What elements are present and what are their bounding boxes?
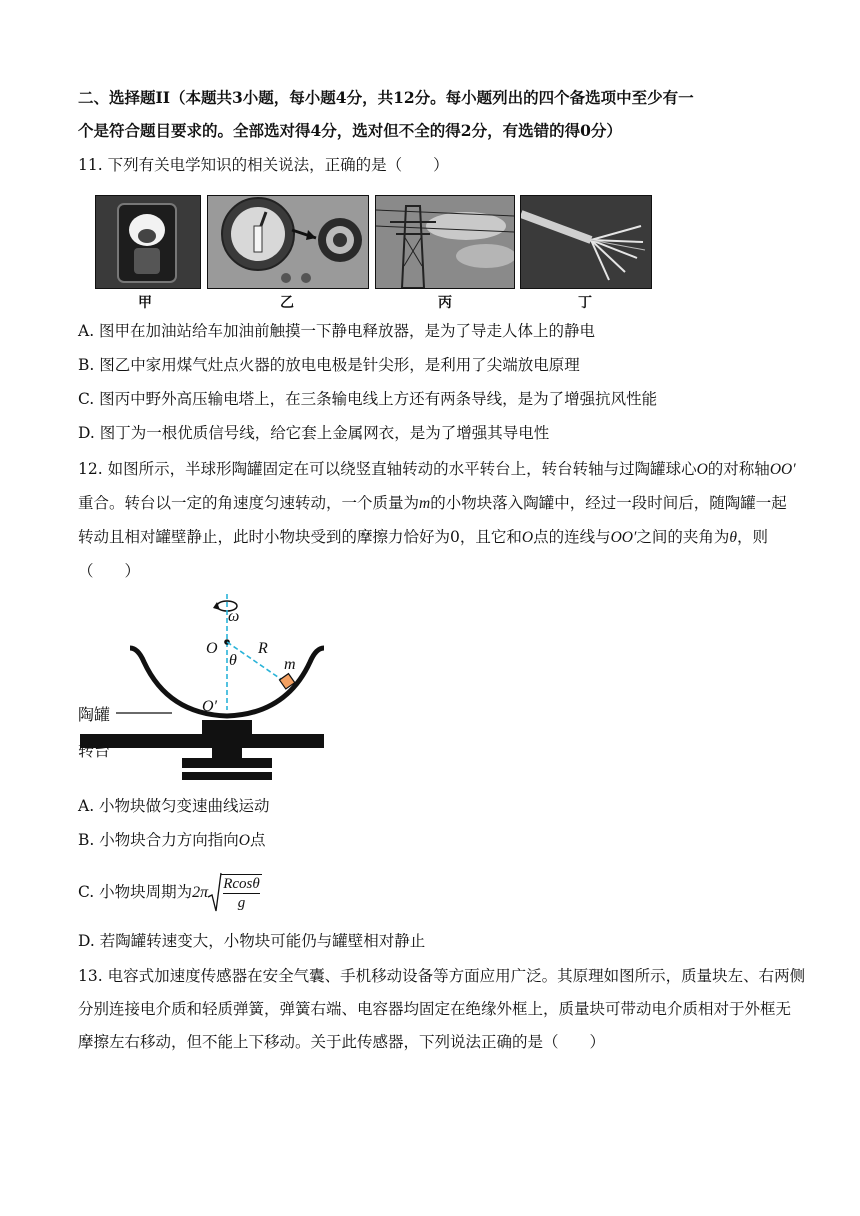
q11-option-c: C. 图丙中野外高压输电塔上，在三条输电线上方还有两条导线，是为了增强抗风性能 [78,390,658,408]
label-table: 转台 [78,741,111,760]
q13-stem-line3: 摩擦左右移动，但不能上下移动。关于此传感器，下列说法正确的是（ ） [78,1033,606,1051]
photo-bing-power-tower [375,195,515,289]
q11-option-b: B. 图乙中家用煤气灶点火器的放电电极是针尖形，是利用了尖端放电原理 [78,356,580,374]
label-o-prime: O′ [202,698,218,715]
sqrt-sign [208,871,222,915]
q12-stem-line4: （ ） [78,562,141,580]
photo-jia-static-discharger [95,195,201,289]
label-m: m [284,656,296,673]
q12-option-a: A. 小物块做匀变速曲线运动 [78,797,270,815]
label-theta: θ [229,652,237,669]
caption-yi: 乙 [280,295,294,311]
q12-stem-line2: 重合。转台以一定的角速度匀速转动，一个质量为m的小物块落入陶罐中，经过一段时间后，随陶罐一起 [78,494,787,512]
q13-stem-line2: 分别连接电介质和轻质弹簧，弹簧右端、电容器均固定在绝缘外框上，质量块可带动电介质相对于外框无 [78,1000,792,1018]
q12-option-b: B. 小物块合力方向指向O点 [78,831,266,849]
q13-stem-line1: 13. 电容式加速度传感器在安全气囊、手机移动设备等方面应用广泛。其原理如图所示，质量块左、右两侧 [78,967,806,985]
q12-option-d: D. 若陶罐转速变大，小物块可能仍与罐壁相对静止 [78,932,426,950]
caption-bing: 丙 [438,295,452,311]
label-o: O [206,640,218,657]
caption-jia: 甲 [138,295,152,311]
label-omega: ω [228,608,240,625]
q11-option-d: D. 图丁为一根优质信号线，给它套上金属网衣，是为了增强其导电性 [78,424,550,442]
q11-stem: 11. 下列有关电学知识的相关说法，正确的是（ ） [78,156,449,174]
section-header-line1: 二、选择题II（本题共3小题，每小题4分，共12分。每小题列出的四个备选项中至少有一 [78,88,694,107]
caption-ding: 丁 [578,295,592,311]
label-jar: 陶罐 [78,705,111,724]
photo-yi-gas-igniter [207,195,369,289]
q12-figure [78,592,338,792]
frac-denominator: g [237,895,246,911]
photo-ding-shielded-cable [520,195,652,289]
q12-stem-line3: 转动且相对罐壁静止，此时小物块受到的摩擦力恰好为0，且它和O点的连线与OO′之间的夹角为θ，则 [78,528,769,546]
q12-option-c: C. 小物块周期为2π $\frac{Rcos\theta}{g}$ [78,870,262,914]
q12-figure-svg [78,592,338,792]
q11-option-a: A. 图甲在加油站给车加油前触摸一下静电释放器，是为了导走人体上的静电 [78,322,596,340]
q12-stem-line1: 12. 如图所示，半球形陶罐固定在可以绕竖直轴转动的水平转台上，转台转轴与过陶罐球心O的对称轴OO′ [78,460,796,478]
frac-numerator: Rcosθ [223,876,260,892]
section-header-line2: 个是符合题目要求的。全部选对得4分，选对但不全的得2分，有选错的得0分） [78,121,622,140]
label-r: R [258,640,268,657]
